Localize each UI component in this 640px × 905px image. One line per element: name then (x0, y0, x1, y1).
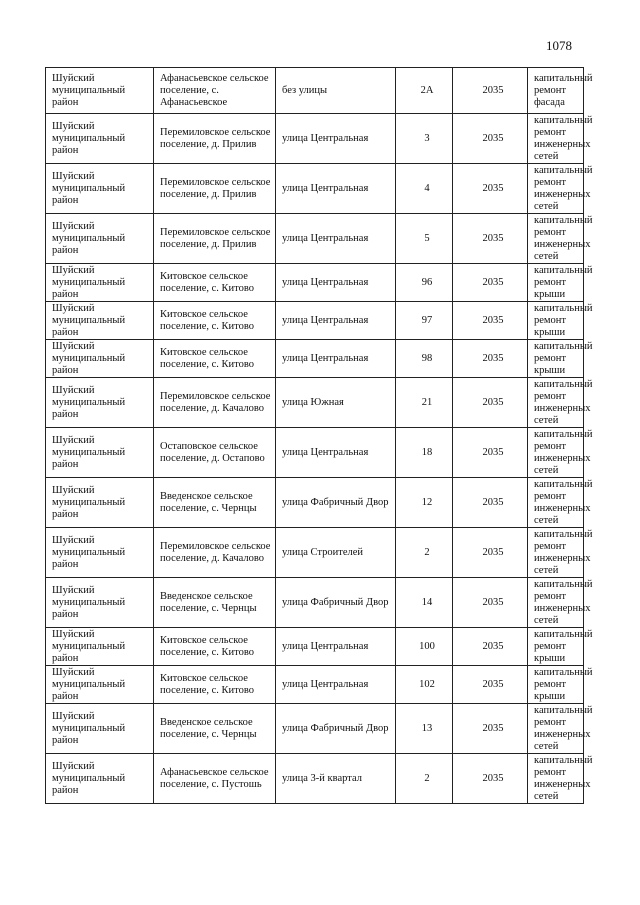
cell-house: 97 (396, 302, 453, 340)
cell-district: Шуйский муниципальный район (46, 68, 154, 114)
cell-street: улица Центральная (276, 428, 396, 478)
cell-year: 2035 (453, 628, 528, 666)
table-body (46, 68, 593, 804)
cell-work: капитальный ремонт инженерных сетей (528, 704, 584, 754)
cell-settlement: Китовское сельское поселение, с. Китово (154, 666, 276, 704)
cell-year: 2035 (453, 340, 528, 378)
cell-year: 2035 (453, 704, 528, 754)
cell-district: Шуйский муниципальный район (46, 628, 154, 666)
cell-settlement: Китовское сельское поселение, с. Китово (154, 628, 276, 666)
cell-year: 2035 (453, 214, 528, 264)
cell-year: 2035 (453, 302, 528, 340)
cell-street: улица Центральная (276, 340, 396, 378)
table-row (46, 528, 584, 578)
cell-district: Шуйский муниципальный район (46, 264, 154, 302)
cell-settlement: Китовское сельское поселение, с. Китово (154, 264, 276, 302)
cell-district: Шуйский муниципальный район (46, 302, 154, 340)
cell-house: 96 (396, 264, 453, 302)
cell-work: капитальный ремонт инженерных сетей (528, 214, 584, 264)
cell-year: 2035 (453, 666, 528, 704)
register-table (45, 67, 593, 804)
cell-district: Шуйский муниципальный район (46, 704, 154, 754)
cell-house: 12 (396, 478, 453, 528)
cell-street: улица Центральная (276, 214, 396, 264)
cell-house: 5 (396, 214, 453, 264)
cell-district: Шуйский муниципальный район (46, 428, 154, 478)
table-row (46, 68, 584, 114)
table-row (46, 114, 584, 164)
cell-house: 14 (396, 578, 453, 628)
cell-year: 2035 (453, 68, 528, 114)
cell-house: 4 (396, 164, 453, 214)
cell-street: улица 3-й квартал (276, 754, 396, 804)
cell-work: капитальный ремонт инженерных сетей (528, 428, 584, 478)
cell-settlement: Перемиловское сельское поселение, д. Прилив (154, 214, 276, 264)
cell-street: улица Центральная (276, 302, 396, 340)
table-row (46, 428, 584, 478)
cell-year: 2035 (453, 478, 528, 528)
cell-settlement: Китовское сельское поселение, с. Китово (154, 302, 276, 340)
cell-house: 2А (396, 68, 453, 114)
cell-house: 98 (396, 340, 453, 378)
cell-district: Шуйский муниципальный район (46, 378, 154, 428)
cell-settlement: Афанасьевское сельское поселение, с. Пустошь (154, 754, 276, 804)
cell-house: 18 (396, 428, 453, 478)
table-row (46, 264, 584, 302)
cell-street: улица Центральная (276, 114, 396, 164)
cell-work: капитальный ремонт крыши (528, 628, 584, 666)
cell-work: капитальный ремонт инженерных сетей (528, 164, 584, 214)
cell-year: 2035 (453, 114, 528, 164)
cell-year: 2035 (453, 264, 528, 302)
cell-house: 13 (396, 704, 453, 754)
cell-settlement: Перемиловское сельское поселение, д. Качалово (154, 378, 276, 428)
cell-work: капитальный ремонт инженерных сетей (528, 578, 584, 628)
cell-work: капитальный ремонт инженерных сетей (528, 114, 584, 164)
cell-settlement: Китовское сельское поселение, с. Китово (154, 340, 276, 378)
cell-street: улица Фабричный Двор (276, 704, 396, 754)
cell-house: 3 (396, 114, 453, 164)
cell-house: 100 (396, 628, 453, 666)
cell-settlement: Остаповское сельское поселение, д. Остапово (154, 428, 276, 478)
cell-year: 2035 (453, 378, 528, 428)
cell-street: улица Фабричный Двор (276, 578, 396, 628)
cell-settlement: Введенское сельское поселение, с. Чернцы (154, 478, 276, 528)
cell-district: Шуйский муниципальный район (46, 528, 154, 578)
cell-street: улица Центральная (276, 264, 396, 302)
cell-house: 2 (396, 754, 453, 804)
table-row (46, 704, 584, 754)
table-row (46, 666, 584, 704)
cell-work: капитальный ремонт крыши (528, 302, 584, 340)
table-row (46, 754, 584, 804)
table-row (46, 214, 584, 264)
cell-street: улица Центральная (276, 666, 396, 704)
cell-district: Шуйский муниципальный район (46, 578, 154, 628)
table-row (46, 164, 584, 214)
table-row (46, 302, 584, 340)
cell-year: 2035 (453, 528, 528, 578)
cell-year: 2035 (453, 164, 528, 214)
table-row (46, 378, 584, 428)
table-row (46, 340, 584, 378)
cell-house: 21 (396, 378, 453, 428)
table-row (46, 478, 584, 528)
cell-district: Шуйский муниципальный район (46, 214, 154, 264)
cell-work: капитальный ремонт фасада (528, 68, 584, 114)
cell-year: 2035 (453, 578, 528, 628)
cell-district: Шуйский муниципальный район (46, 754, 154, 804)
cell-work: капитальный ремонт крыши (528, 264, 584, 302)
cell-work: капитальный ремонт инженерных сетей (528, 528, 584, 578)
page-number: 1078 (546, 38, 572, 53)
cell-work: капитальный ремонт инженерных сетей (528, 754, 584, 804)
table-row (46, 628, 584, 666)
cell-street: улица Строителей (276, 528, 396, 578)
cell-district: Шуйский муниципальный район (46, 340, 154, 378)
cell-work: капитальный ремонт инженерных сетей (528, 478, 584, 528)
cell-settlement: Введенское сельское поселение, с. Чернцы (154, 578, 276, 628)
cell-district: Шуйский муниципальный район (46, 164, 154, 214)
cell-settlement: Перемиловское сельское поселение, д. Качалово (154, 528, 276, 578)
cell-settlement: Афанасьевское сельское поселение, с. Афанасьевское (154, 68, 276, 114)
cell-street: без улицы (276, 68, 396, 114)
cell-house: 2 (396, 528, 453, 578)
cell-work: капитальный ремонт крыши (528, 340, 584, 378)
cell-settlement: Перемиловское сельское поселение, д. Прилив (154, 164, 276, 214)
cell-year: 2035 (453, 428, 528, 478)
cell-work: капитальный ремонт инженерных сетей (528, 378, 584, 428)
cell-district: Шуйский муниципальный район (46, 478, 154, 528)
cell-house: 102 (396, 666, 453, 704)
cell-work: капитальный ремонт крыши (528, 666, 584, 704)
cell-settlement: Введенское сельское поселение, с. Чернцы (154, 704, 276, 754)
cell-year: 2035 (453, 754, 528, 804)
cell-street: улица Центральная (276, 164, 396, 214)
cell-street: улица Фабричный Двор (276, 478, 396, 528)
cell-settlement: Перемиловское сельское поселение, д. Прилив (154, 114, 276, 164)
cell-district: Шуйский муниципальный район (46, 666, 154, 704)
cell-district: Шуйский муниципальный район (46, 114, 154, 164)
cell-street: улица Южная (276, 378, 396, 428)
table-row (46, 578, 584, 628)
cell-street: улица Центральная (276, 628, 396, 666)
